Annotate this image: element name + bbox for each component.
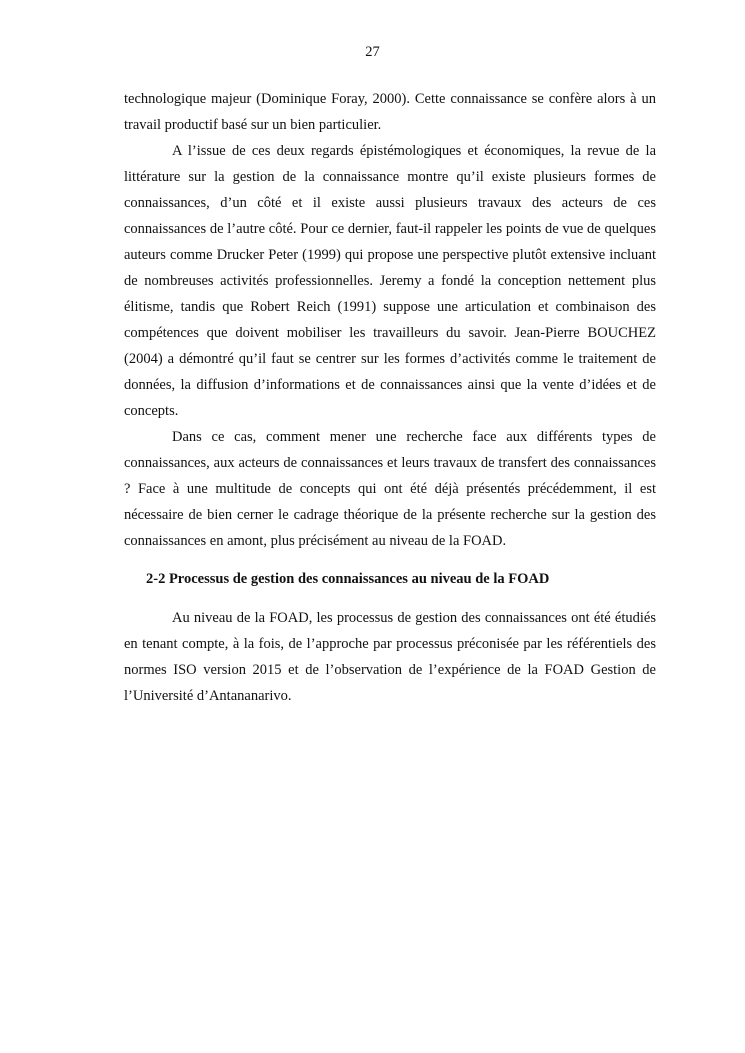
page-number: 27 (365, 44, 380, 60)
section-heading: 2-2 Processus de gestion des connaissances au niveau de la FOAD (146, 571, 550, 587)
paragraph-foad-processes: Au niveau de la FOAD, les processus de gestion des connaissances ont été étudiés en tenant compte, à la fois, de l’approche par processus préconisée par les référentiels des normes ISO version 2015 et de l’observation de l’expérience de la FOAD Gestion de l’Université d’Antananarivo. (124, 610, 656, 704)
paragraph-continuation: technologique majeur (Dominique Foray, 2000). Cette connaissance se confère alors à un travail productif basé sur un bien particulier. (124, 91, 656, 133)
paragraph-literature-review: A l’issue de ces deux regards épistémologiques et économiques, la revue de la littérature sur la gestion de la connaissance montre qu’il existe plusieurs formes de connaissances, d’un côté et il existe aussi plusieurs travaux des acteurs de ces connaissances de l’autre côté. Pour ce dernier, faut-il rappeler les points de vue de quelques auteurs comme Drucker Peter (1999) qui propose une perspective plutôt extensive incluant de nombreuses activités professionnelles. Jeremy a fondé la conception nettement plus élitisme, tandis que Robert Reich (1991) suppose une articulation et combinaison des compétences que doivent mobiliser les travailleurs du savoir. Jean-Pierre BOUCHEZ (2004) a démontré qu’il faut se centrer sur les formes d’activités comme le traitement de données, la diffusion d’informations et de connaissances ainsi que la vente d’idées et de concepts. (124, 143, 656, 419)
document-body (124, 86, 656, 709)
paragraph-research-question: Dans ce cas, comment mener une recherche face aux différents types de connaissances, aux acteurs de connaissances et leurs travaux de transfert des connaissances ? Face à une multitude de concepts qui ont été déjà présentés précédemment, il est nécessaire de bien cerner le cadrage théorique de la présente recherche sur la gestion des connaissances en amont, plus précisément au niveau de la FOAD. (124, 429, 656, 549)
